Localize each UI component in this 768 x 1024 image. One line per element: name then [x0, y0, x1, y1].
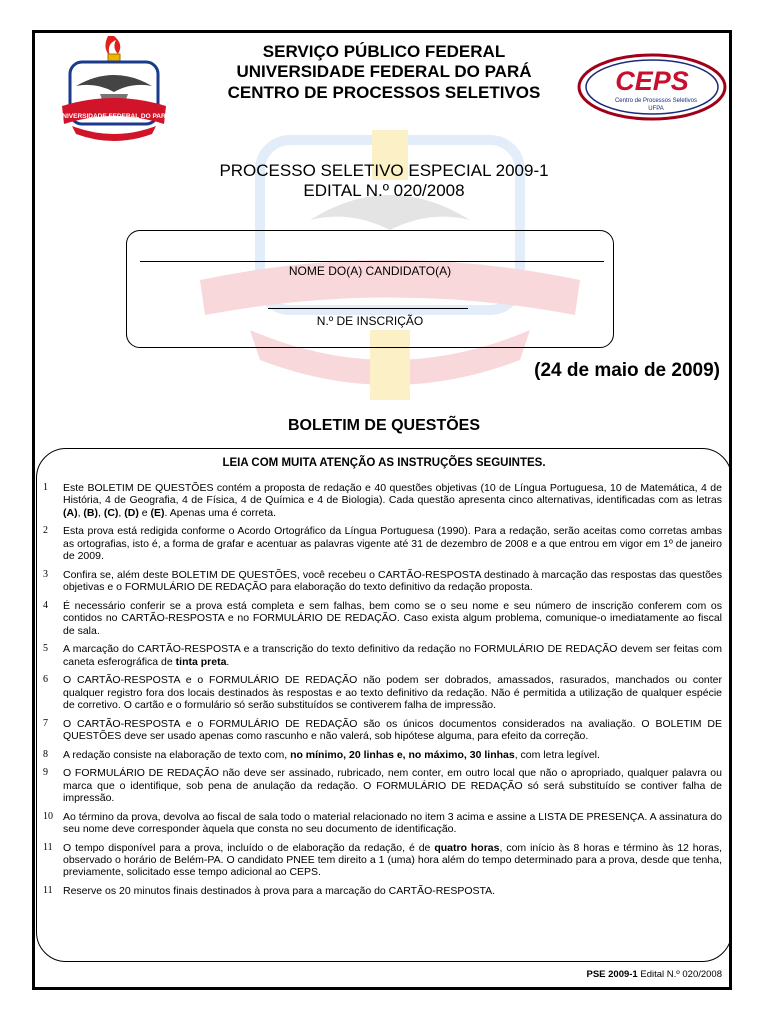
exam-date: (24 de maio de 2009) [534, 360, 720, 381]
instruction-number: 2 [43, 525, 48, 537]
instruction-text: A redação consiste na elaboração de texto com, no mínimo, 20 linhas e, no máximo, 30 linhas, com letra legível. [63, 748, 600, 761]
instruction-number: 5 [43, 643, 48, 655]
header-line-3: CENTRO DE PROCESSOS SELETIVOS [227, 83, 541, 102]
instruction-number: 1 [43, 482, 48, 493]
instruction-text: Ao término da prova, devolva ao fiscal de sala todo o material relacionado no item 3 acima e assine a LISTA DE PRESENÇA. A assinatura do seu nome deve corresponder àquela que consta no seu documento de identificação. [63, 810, 722, 836]
instruction-text: Reserve os 20 minutos finais destinados à prova para a marcação do CARTÃO-RESPOSTA. [63, 885, 496, 898]
instruction-item [42, 718, 726, 743]
instruction-number: 6 [43, 674, 48, 686]
candidate-name-label: NOME DO(A) CANDIDATO(A) [288, 264, 452, 278]
svg-text:UNIVERSIDADE FEDERAL DO PARÁ: UNIVERSIDADE FEDERAL DO PARÁ [58, 113, 170, 120]
instruction-item [42, 842, 726, 879]
ceps-logo-icon [576, 52, 728, 122]
instruction-item [42, 643, 726, 668]
instruction-number: 8 [43, 748, 48, 760]
ufpa-crest-icon [58, 34, 170, 144]
header-line-1: SERVIÇO PÚBLICO FEDERAL [262, 42, 506, 61]
instruction-text: A marcação do CARTÃO-RESPOSTA e a transcrição do texto definitivo da redação no FORMULÁRIO DE REDAÇÃO devem ser feitas com caneta esferográfica de tinta preta. [63, 643, 722, 668]
instruction-number: 10 [43, 810, 53, 822]
instruction-item [42, 600, 726, 637]
inscricao-label: N.º DE INSCRIÇÃO [316, 314, 424, 328]
instruction-text: O CARTÃO-RESPOSTA e o FORMULÁRIO DE REDAÇÃO são os únicos documentos considerados na avaliação. O BOLETIM DE QUESTÕES deve ser usado apenas como rascunho e não valerá, sob hipótese alguma, para efeito da correção. [63, 717, 722, 743]
instruction-number: 4 [43, 599, 48, 611]
instruction-text: O tempo disponível para a prova, incluído o de elaboração da redação, é de quatro horas, com início às 8 horas e término às 12 horas, observado o horário de Belém-PA. O candidato PNEE tem direito a 1 (uma) hora além do tempo determinado para a prova, desde que tenha, previamente, solicitado esse tempo adicional ao CEPS. [63, 841, 722, 879]
instruction-text: Este BOLETIM DE QUESTÕES contém a proposta de redação e 40 questões objetivas (10 de Língua Portuguesa, 10 de Matemática, 4 de História, 4 de Geografia, 4 de Física, 4 de Química e 4 de Biologia). Cada questão apresenta cinco alternativas, identificadas com as letras (A), (B), (C), (D) e (E). Apenas uma é correta. [63, 482, 722, 519]
candidate-name-line[interactable] [140, 261, 604, 262]
header-line-2: UNIVERSIDADE FEDERAL DO PARÁ [236, 62, 532, 81]
inscricao-line[interactable] [268, 308, 468, 309]
instruction-number: 9 [43, 767, 48, 779]
instruction-number: 11 [43, 841, 53, 853]
instructions-title: LEIA COM MUITA ATENÇÃO AS INSTRUÇÕES SEGUINTES. [222, 457, 546, 469]
instruction-text: É necessário conferir se a prova está completa e sem falhas, bem como se o seu nome e seu número de inscrição conferem com os contidos no CARTÃO-RESPOSTA e no FORMULÁRIO DE REDAÇÃO. Caso exista algum problema, comunique-o imediatamente ao fiscal de sala. [63, 599, 722, 637]
candidate-box [126, 230, 614, 348]
process-title: PROCESSO SELETIVO ESPECIAL 2009-1 [219, 161, 549, 180]
boletim-title: BOLETIM DE QUESTÕES [287, 417, 480, 434]
instruction-number: 7 [43, 717, 48, 729]
edital-number: EDITAL N.º 020/2008 [303, 181, 465, 200]
instruction-item [42, 885, 726, 897]
instruction-text: O FORMULÁRIO DE REDAÇÃO não deve ser assinado, rubricado, nem conter, em outro local que não o apropriado, qualquer palavra ou marca que o identifique, sob pena de anulação da redação. O FORMULÁRIO DE REDAÇÃO só será substituído se contiver falha de impressão. [63, 767, 722, 805]
instruction-number: 11 [43, 885, 53, 897]
instruction-item [42, 482, 726, 519]
instructions-list [42, 482, 726, 904]
instruction-item [42, 811, 726, 836]
svg-text:UFPA: UFPA [648, 106, 664, 112]
instruction-item [42, 749, 726, 761]
svg-text:Centro de Processos Seletivos: Centro de Processos Seletivos [614, 98, 698, 104]
instruction-text: Confira se, além deste BOLETIM DE QUESTÕES, você recebeu o CARTÃO-RESPOSTA destinado à marcação das respostas das questões objetivas e o FORMULÁRIO DE REDAÇÃO para elaboração do texto definitivo da redação proposta. [63, 568, 722, 594]
instruction-item [42, 674, 726, 711]
footer-exam-code: PSE 2009-1 [586, 969, 638, 980]
instruction-item [42, 569, 726, 594]
instruction-number: 3 [43, 568, 48, 580]
footer-edital: Edital N.º 020/2008 [637, 969, 722, 980]
instruction-text: O CARTÃO-RESPOSTA e o FORMULÁRIO DE REDAÇÃO não podem ser dobrados, amassados, rasurados, manchados ou conter qualquer registro fora dos locais destinados às respostas e ao texto definitivo da redação. Não é permitida a utilização de qualquer espécie de corretivo. O cartão e o formulário só serão substituídos se contiverem falha de impressão. [63, 674, 722, 712]
footer-code [586, 969, 722, 980]
svg-text:CEPS: CEPS [615, 66, 689, 96]
instruction-item [42, 767, 726, 804]
instruction-text: Esta prova está redigida conforme o Acordo Ortográfico da Língua Portuguesa (1990). Para a redação, serão aceitas como corretas ambas as ortografias, isto é, a forma de grafar e acentuar as palavras vigente até 31 de dezembro de 2008 e a que entrou em vigor em 1º de janeiro de 2009. [63, 525, 722, 563]
instruction-item [42, 525, 726, 562]
